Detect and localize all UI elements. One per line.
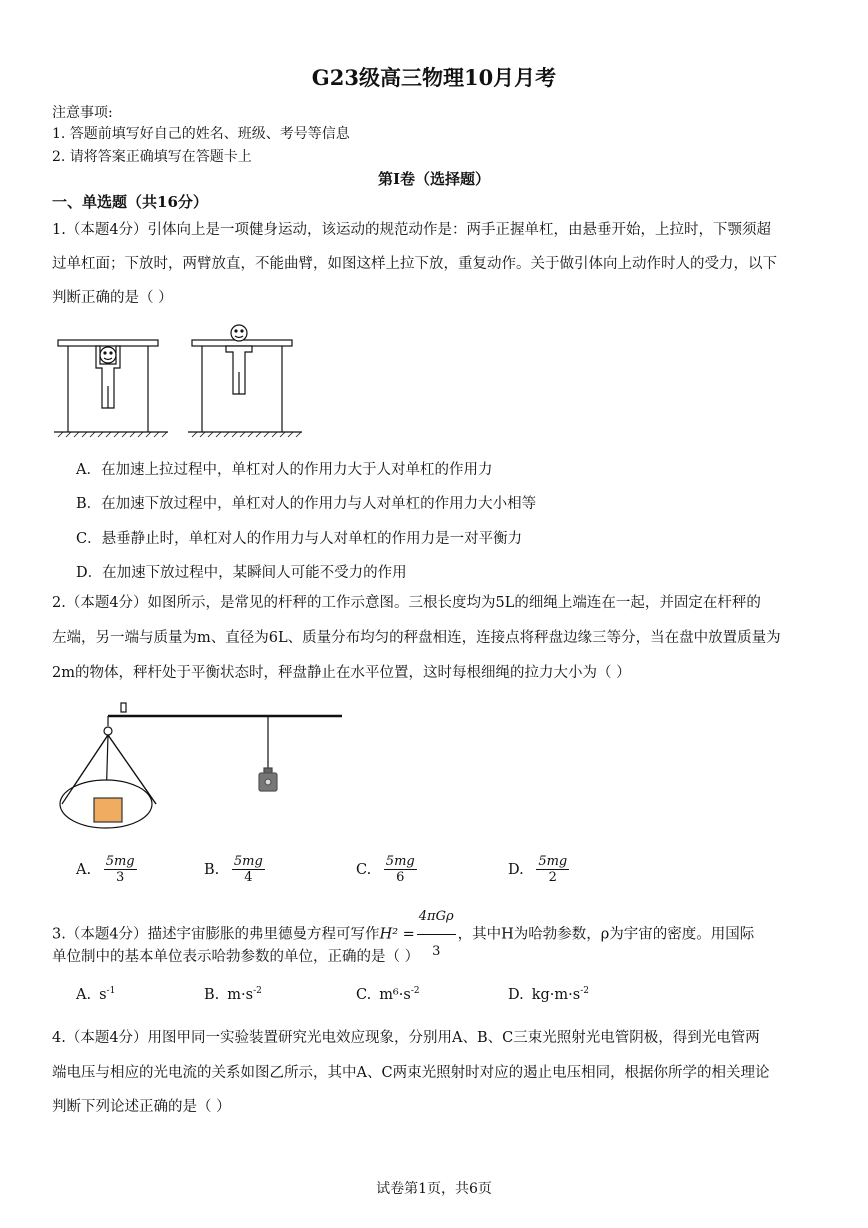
q3-option-b-exponent: -2	[253, 986, 262, 996]
q2-option-b-label: B.	[204, 861, 220, 878]
q1-pullup-figure	[52, 320, 302, 442]
q1-line-2: 过单杠面；下放时，两臂放直，不能曲臂，如图这样上拉下放，重复动作。关于做引体向上动作时人的受力，以下	[52, 256, 777, 272]
q2-line-1: 2.（本题4分）如图所示，是常见的杆秤的工作示意图。三根长度均为5L的细绳上端连在一起，并固定在杆秤的	[52, 595, 761, 611]
q2-option-d-denominator: 2	[548, 870, 557, 885]
q2-option-d-label: D.	[508, 861, 524, 878]
q2-option-b	[204, 854, 265, 885]
q2-option-c-label: C.	[356, 861, 372, 878]
q2-line-2: 左端，另一端与质量为m、直径为6L、质量分布均匀的秤盘相连，连接点将秤盘边缘三等分，当在盘中放置质量为	[52, 630, 781, 646]
q3-option-d-text: kg·m·s	[531, 986, 581, 1003]
q2-option-c	[356, 854, 417, 885]
q3-formula-numerator: 4πGρ	[417, 900, 456, 935]
q3-option-c-exponent: -2	[410, 986, 420, 996]
q3-option-a	[76, 986, 115, 1003]
q3-option-d	[508, 986, 589, 1003]
q2-option-a-denominator: 3	[116, 870, 125, 885]
q2-option-a-fraction	[104, 854, 137, 885]
q1-option-b: B．在加速下放过程中，单杠对人的作用力与人对单杠的作用力大小相等	[76, 496, 537, 512]
q3-option-c-label: C.	[356, 986, 372, 1003]
q1-line-1: 1.（本题4分）引体向上是一项健身运动，该运动的规范动作是：两手正握单杠，由悬垂开始，上拉时，下颚须超	[52, 222, 772, 238]
q2-option-c-denominator: 6	[396, 870, 405, 885]
q1-option-a: A．在加速上拉过程中，单杠对人的作用力大于人对单杠的作用力	[76, 462, 493, 478]
q3-option-b-label: B.	[204, 986, 220, 1003]
page-footer: 试卷第1页，共6页	[376, 1181, 492, 1197]
q3-formula-lhs: H² =	[379, 926, 415, 943]
q1-option-d: D．在加速下放过程中，某瞬间人可能不受力的作用	[76, 565, 407, 581]
q3-option-d-label: D.	[508, 986, 524, 1003]
q3-option-c	[356, 986, 420, 1003]
q3-option-c-text: m⁶·s	[379, 986, 411, 1003]
q3-line-1-prefix: 3.（本题4分）描述宇宙膨胀的弗里德曼方程可写作	[52, 926, 380, 943]
q3-option-b-text: m·s	[227, 986, 254, 1003]
q2-option-b-numerator: 5mg	[233, 854, 263, 869]
q2-option-d-fraction	[536, 854, 569, 885]
q2-steelyard-figure	[58, 700, 348, 840]
q2-option-b-denominator: 4	[244, 870, 253, 885]
q3-line-2: 单位制中的基本单位表示哈勃参数的单位，正确的是（ ）	[52, 949, 420, 965]
q3-formula-denominator: 3	[432, 944, 441, 959]
q2-option-a-numerator: 5mg	[105, 854, 135, 869]
q4-line-3: 判断下列论述正确的是（ ）	[52, 1099, 231, 1115]
q2-option-a	[76, 854, 137, 885]
q2-line-3: 2m的物体，秤杆处于平衡状态时，秤盘静止在水平位置，这时每根细绳的拉力大小为（ ）	[52, 665, 631, 681]
q2-option-a-label: A.	[76, 861, 92, 878]
q2-option-b-fraction	[232, 854, 265, 885]
q3-formula-fraction	[417, 900, 456, 969]
notes-item-2: 2. 请将答案正确填写在答题卡上	[52, 149, 252, 165]
q1-line-3: 判断正确的是（ ）	[52, 290, 173, 306]
q2-option-c-numerator: 5mg	[385, 854, 415, 869]
section-title: 一、单选题（共16分）	[52, 193, 208, 211]
q2-option-d-numerator: 5mg	[538, 854, 568, 869]
q1-option-c: C．悬垂静止时，单杠对人的作用力与人对单杠的作用力是一对平衡力	[76, 531, 523, 547]
q4-line-2: 端电压与相应的光电流的关系如图乙所示，其中A、C两束光照射时对应的遏止电压相同，根据你所学的相关理论	[52, 1065, 770, 1081]
notes-header: 注意事项:	[52, 105, 113, 121]
exam-title: G23级高三物理10月月考	[311, 65, 557, 90]
q4-line-1: 4.（本题4分）用图甲同一实验装置研究光电效应现象，分别用A、B、C三束光照射光电管阴极，得到光电管两	[52, 1030, 760, 1046]
q3-option-a-exponent: -1	[106, 986, 116, 996]
notes-item-1: 1. 答题前填写好自己的姓名、班级、考号等信息	[52, 126, 350, 142]
q3-option-a-label: A.	[76, 986, 92, 1003]
q3-option-d-exponent: -2	[580, 986, 589, 996]
volume-title: 第I卷（选择题）	[377, 170, 491, 188]
q2-option-d	[508, 854, 569, 885]
q3-line-1-suffix: ，其中H为哈勃参数，ρ为宇宙的密度。用国际	[457, 926, 755, 943]
q2-option-c-fraction	[384, 854, 417, 885]
q3-option-a-text: s	[99, 986, 107, 1003]
q3-option-b	[204, 986, 262, 1003]
